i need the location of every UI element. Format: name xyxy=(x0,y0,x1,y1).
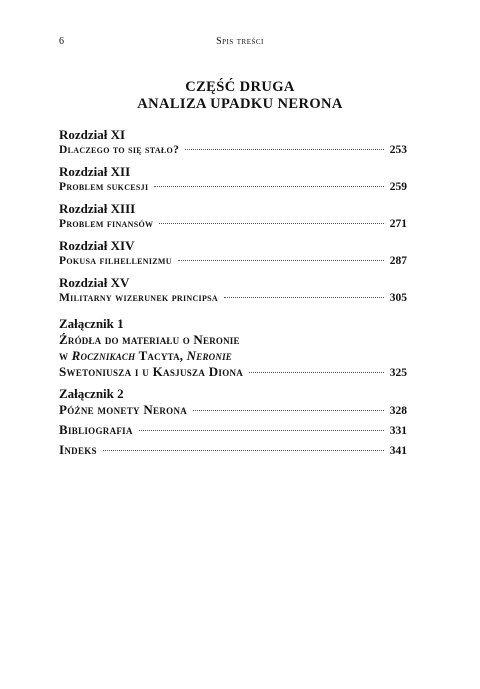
page-ref: 325 xyxy=(389,367,407,379)
page-ref: 331 xyxy=(389,425,407,437)
toc-row xyxy=(59,291,407,306)
chapter-label: Rozdział XI xyxy=(59,127,126,142)
toc-row xyxy=(59,217,407,232)
dot-leader xyxy=(159,223,383,224)
chapter-label: Rozdział XIV xyxy=(59,238,135,253)
appendix-title-word: Tacyta, xyxy=(138,348,184,363)
toc-row xyxy=(59,422,407,438)
page-ref: 287 xyxy=(389,255,407,267)
appendix-title-word: w xyxy=(59,348,69,363)
table-of-contents xyxy=(59,127,407,458)
appendix-title: Późne monety Nerona xyxy=(59,402,188,417)
page-ref: 259 xyxy=(389,181,407,193)
toc-row xyxy=(59,364,407,380)
toc-entry-chapter-13 xyxy=(59,201,407,232)
dot-leader xyxy=(224,297,384,298)
chapter-title: Problem sukcesji xyxy=(59,181,149,193)
toc-entry-chapter-11 xyxy=(59,127,407,158)
running-head: Spis treści xyxy=(216,36,264,47)
dot-leader xyxy=(185,149,384,150)
toc-entry-appendix-2 xyxy=(59,386,407,418)
page-ref: 271 xyxy=(389,218,407,230)
toc-row xyxy=(59,402,407,418)
chapter-label: Rozdział XIII xyxy=(59,201,136,216)
appendix-label: Załącznik 1 xyxy=(59,316,124,331)
toc-entry-appendix-1 xyxy=(59,316,407,380)
appendix-title-italic: Rocznikach xyxy=(71,348,136,363)
page-ref: 341 xyxy=(389,445,407,457)
appendix-title-line-3: Swetoniusza i u Kasjusza Diona xyxy=(59,364,244,379)
dot-leader xyxy=(178,260,384,261)
appendix-title-line-2 xyxy=(59,348,407,364)
appendix-label: Załącznik 2 xyxy=(59,386,124,401)
dot-leader xyxy=(249,372,384,373)
toc-entry-chapter-12 xyxy=(59,164,407,195)
chapter-title: Dlaczego to się stało? xyxy=(59,144,180,156)
chapter-title: Militarny wizerunek principsa xyxy=(59,292,218,304)
toc-row xyxy=(59,143,407,158)
toc-row xyxy=(59,180,407,195)
toc-entry-chapter-14 xyxy=(59,238,407,269)
part-title xyxy=(0,79,480,113)
index-title: Indeks xyxy=(59,442,97,457)
bibliography-title: Bibliografia xyxy=(59,422,133,437)
toc-row xyxy=(59,442,407,458)
toc-entry-bibliography xyxy=(59,422,407,438)
chapter-title: Pokusa filhellenizmu xyxy=(59,255,172,267)
dot-leader xyxy=(193,410,384,411)
chapter-title: Problem finansów xyxy=(59,218,154,230)
part-title-line-2: ANALIZA UPADKU NERONA xyxy=(137,96,343,112)
toc-entry-chapter-15 xyxy=(59,275,407,306)
toc-row xyxy=(59,254,407,269)
part-title-line-1: CZĘŚĆ DRUGA xyxy=(185,79,295,95)
page-ref: 253 xyxy=(389,144,407,156)
chapter-label: Rozdział XV xyxy=(59,275,130,290)
appendix-title-line-1: Źródła do materiału o Neronie xyxy=(59,332,240,347)
page-ref: 305 xyxy=(389,292,407,304)
chapter-label: Rozdział XII xyxy=(59,164,131,179)
dot-leader xyxy=(103,450,384,451)
dot-leader xyxy=(139,430,384,431)
page-number: 6 xyxy=(59,36,64,47)
page-ref: 328 xyxy=(389,405,407,417)
dot-leader xyxy=(154,186,383,187)
appendix-title-italic: Neronie xyxy=(186,348,232,363)
toc-entry-index xyxy=(59,442,407,458)
